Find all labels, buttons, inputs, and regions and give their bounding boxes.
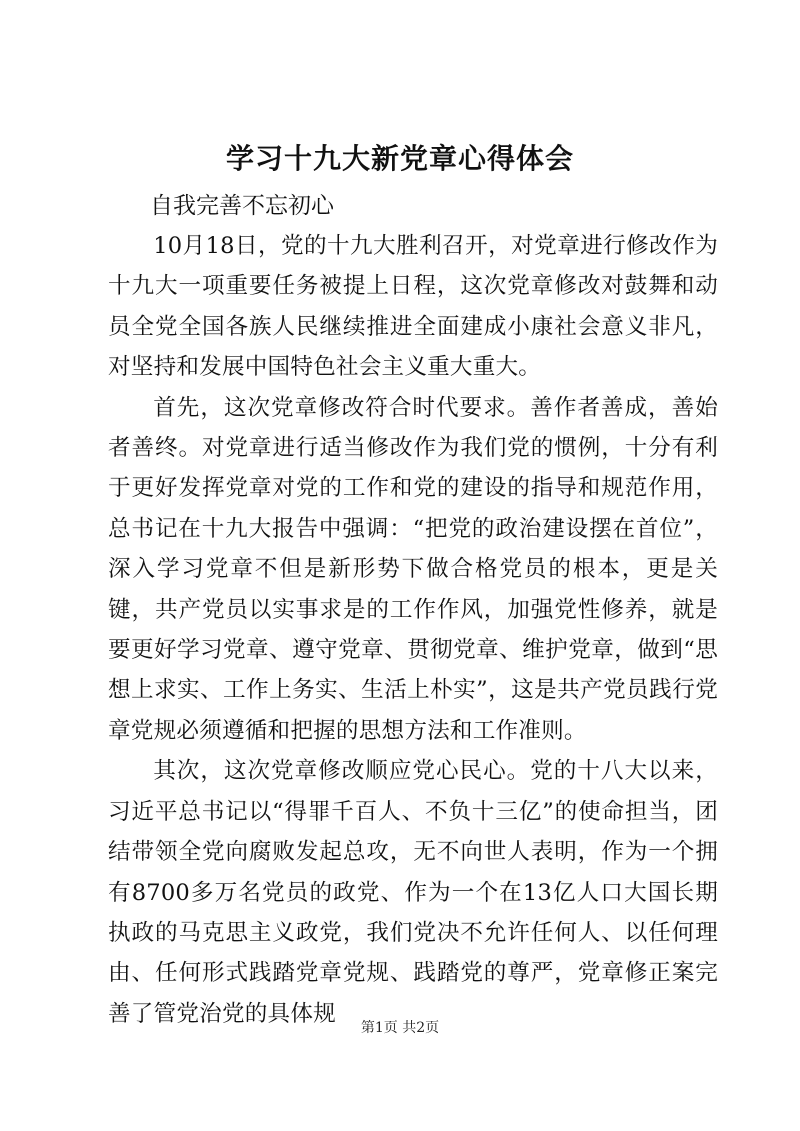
paragraph-2: 首先，这次党章修改符合时代要求。善作者善成，善始者善终。对党章进行适当修改作为我们党的惯例，十分有利于更好发挥党章对党的工作和党的建设的指导和规范作用，总书记在十九大报告中强调：“把党的政治建设摆在首位”，深入学习党章不但是新形势下做合格党员的根本，更是关键，共产党员以实事求是的工作作风，加强党性修养，就是要更好学习党章、遵守党章、贯彻党章、维护党章，做到“思想上求实、工作上务实、生活上朴实”，这是共产党员践行党章党规必须遵循和把握的思想方法和工作准则。	[108, 394, 718, 744]
paragraph-3: 其次，这次党章修改顺应党心民心。党的十八大以来，习近平总书记以“得罪千百人、不负十三亿”的使命担当，团结带领全党向腐败发起总攻，无不向世人表明，作为一个拥有8700多万名党员的政党、作为一个在13亿人口大国长期执政的马克思主义政党，我们党决不允许任何人、以任何理由、任何形式践踏党章党规、践踏党的尊严，党章修正案完善了管党治党的具体规	[108, 758, 718, 1027]
paragraph-1: 10月18日，党的十九大胜利召开，对党章进行修改作为十九大一项重要任务被提上日程，这次党章修改对鼓舞和动员全党全国各族人民继续推进全面建成小康社会意义非凡，对坚持和发展中国特色社会主义重大重大。	[108, 233, 718, 381]
document-title: 学习十九大新党章心得体会	[225, 142, 574, 175]
document-body	[108, 226, 718, 1034]
page-footer: 第1页 共2页	[360, 1020, 440, 1036]
document-subtitle: 自我完善不忘初心	[150, 193, 334, 219]
